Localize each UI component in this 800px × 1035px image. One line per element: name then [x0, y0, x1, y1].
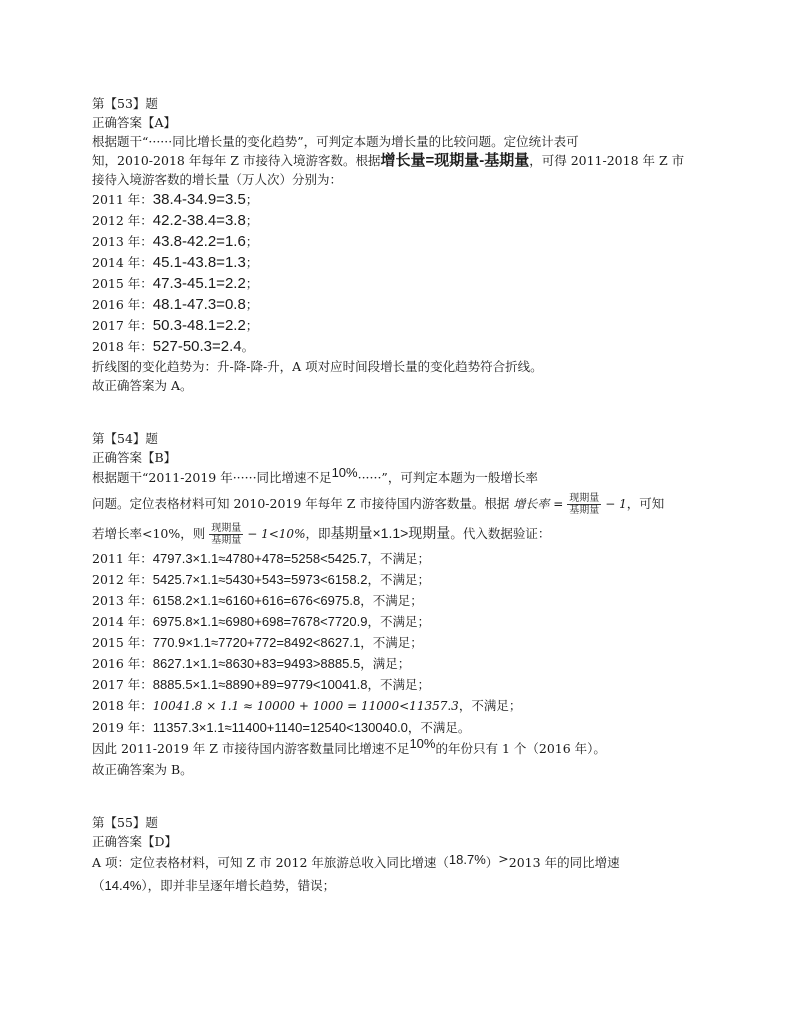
year-label: 2013 年： [92, 593, 153, 608]
year-label: 2011 年： [92, 551, 153, 566]
year-label: 2014 年： [92, 614, 153, 629]
calc-expression: 6158.2×1.1≈6160+616=676<6975.8 [152, 593, 361, 608]
year-label: 2019 年： [92, 720, 153, 735]
calc-expression: 770.9×1.1≈7720+772=8492<8627.1 [152, 635, 361, 650]
conclusion: 故正确答案为 A。 [92, 378, 193, 393]
year-label: 2016 年： [92, 656, 153, 671]
calc-row [92, 189, 712, 210]
question-55 [92, 813, 712, 897]
percent-value: 10% [409, 736, 436, 751]
fraction: $\frac{\text{现期量}}{\text{基期量}}$ [211, 523, 242, 546]
calc-expression: 50.3-48.1=2.2 [152, 317, 246, 334]
summary-line: 因此 2011-2019 年 Z 市接待国内游客数量同比增速不足10%的年份只有 1 个（2016 年）。 [92, 736, 606, 756]
year-label: 2014 年： [92, 255, 153, 270]
analysis-line: 问题。定位表格材料可知 2010-2019 年每年 Z 市接待国内游客数量。根据 增长率 = $\frac{\text{现期量}}{\text{基期量}}$ − 1，可知 [92, 493, 665, 516]
calc-row [92, 210, 712, 231]
row-end: ； [245, 297, 259, 312]
verdict: ，不满足； [367, 572, 430, 587]
row-end: ； [245, 255, 259, 270]
year-label: 2017 年： [92, 318, 153, 333]
analysis-line: 根据题干“······同比增长量的变化趋势”，可判定本题为增长量的比较问题。定位统计表可 [92, 134, 579, 149]
year-label: 2016 年： [92, 297, 153, 312]
calc-row [92, 632, 712, 653]
trend-line: 折线图的变化趋势为：升-降-降-升，A 项对应时间段增长量的变化趋势符合折线。 [92, 359, 543, 374]
calc-row [92, 273, 712, 294]
verdict: ，不满足。 [407, 720, 471, 735]
calc-row [92, 590, 712, 611]
calc-expression: 5425.7×1.1≈5430+543=5973<6158.2 [152, 572, 368, 587]
year-label: 2017 年： [92, 677, 153, 692]
document-page [92, 94, 712, 897]
formula: 基期量×1.1>现期量 [330, 525, 451, 541]
verdict: ，不满足； [367, 614, 430, 629]
rate-formula-label: 增长率 = [513, 497, 564, 511]
calc-expression: 47.3-45.1=2.2 [152, 275, 246, 292]
calc-expression: 48.1-47.3=0.8 [152, 296, 246, 313]
analysis-line: 知，2010-2018 年每年 Z 市接待入境游客数。根据增长量=现期量-基期量，可得 2011-2018 年 Z 市 [92, 152, 685, 169]
verdict: ，不满足； [367, 551, 430, 566]
verdict: ，不满足； [360, 593, 423, 608]
calc-expression: 6975.8×1.1≈6980+698=7678<7720.9 [152, 614, 368, 629]
row-end: 。 [241, 339, 255, 354]
year-label: 2012 年： [92, 572, 153, 587]
verdict: ，不满足； [360, 635, 423, 650]
calc-row [92, 569, 712, 590]
calc-row [92, 717, 712, 738]
correct-answer: 正确答案【D】 [92, 834, 178, 849]
percent-value: 10% [331, 465, 358, 480]
calc-row [92, 674, 712, 695]
row-end: ； [245, 318, 259, 333]
verdict: ，满足； [360, 656, 411, 671]
year-label: 2015 年： [92, 635, 153, 650]
analysis-line: 接待入境游客数的增长量（万人次）分别为： [92, 172, 343, 187]
question-title: 第【53】题 [92, 96, 158, 111]
calc-expression: 8627.1×1.1≈8630+83=9493>8885.5 [152, 656, 361, 671]
calc-expression: 8885.5×1.1≈8890+89=9779<10041.8 [152, 677, 368, 692]
row-end: ； [245, 234, 259, 249]
calc-expression: 10041.8 × 1.1 ≈ 10000 + 1000 = 11000<11357.3 [152, 699, 459, 713]
calc-expression: 45.1-43.8=1.3 [152, 254, 246, 271]
calc-expression: 527-50.3=2.4 [152, 338, 242, 355]
calc-expression: 43.8-42.2=1.6 [152, 233, 246, 250]
calc-expression: 11357.3×1.1≈11400+1140=12540<130040.0 [152, 720, 408, 735]
year-label: 2011 年： [92, 192, 153, 207]
calc-row [92, 252, 712, 273]
conclusion: 故正确答案为 B。 [92, 762, 193, 777]
year-label: 2015 年： [92, 276, 153, 291]
year-label: 2013 年： [92, 234, 153, 249]
correct-answer: 正确答案【B】 [92, 450, 177, 465]
calc-row [92, 695, 712, 717]
year-label: 2012 年： [92, 213, 153, 228]
calc-row [92, 653, 712, 674]
fraction: $\frac{\text{现期量}}{\text{基期量}}$ [569, 493, 600, 516]
question-54 [92, 429, 712, 779]
calc-row [92, 336, 712, 357]
percent-value: 18.7% [448, 852, 486, 867]
calc-list [92, 189, 712, 357]
analysis-line: 根据题干“2011-2019 年······同比增速不足10%······”，可判定本题为一般增长率 [92, 465, 538, 485]
question-53 [92, 94, 712, 395]
calc-row [92, 294, 712, 315]
verdict: ，不满足； [367, 677, 430, 692]
analysis-line: （14.4%），即并非呈逐年增长趋势，错误； [92, 878, 336, 893]
question-title: 第【55】题 [92, 815, 158, 830]
formula: 增长量=现期量-基期量 [380, 152, 530, 169]
calc-row [92, 611, 712, 632]
row-end: ； [245, 213, 259, 228]
percent-value: 14.4% [104, 878, 142, 893]
calc-expression: 38.4-34.9=3.5 [152, 191, 246, 208]
correct-answer: 正确答案【A】 [92, 115, 177, 130]
question-title: 第【54】题 [92, 431, 158, 446]
row-end: ； [245, 192, 259, 207]
analysis-line: 若增长率<10%，则 $\frac{\text{现期量}}{\text{基期量}}$ − 1<10%，即基期量×1.1>现期量。代入数据验证： [92, 523, 551, 546]
year-label: 2018 年： [92, 339, 153, 354]
analysis-line: A 项：定位表格材料，可知 Z 市 2012 年旅游总收入同比增速（18.7%）>2013 年的同比增速 [92, 851, 620, 870]
calc-list [92, 548, 712, 738]
calc-row [92, 548, 712, 569]
calc-row [92, 231, 712, 252]
row-end: ； [245, 276, 259, 291]
calc-expression: 42.2-38.4=3.8 [152, 212, 246, 229]
verdict: ，不满足； [458, 698, 522, 713]
calc-expression: 4797.3×1.1≈4780+478=5258<5425.7 [152, 551, 368, 566]
calc-row [92, 315, 712, 336]
year-label: 2018 年： [92, 698, 153, 713]
